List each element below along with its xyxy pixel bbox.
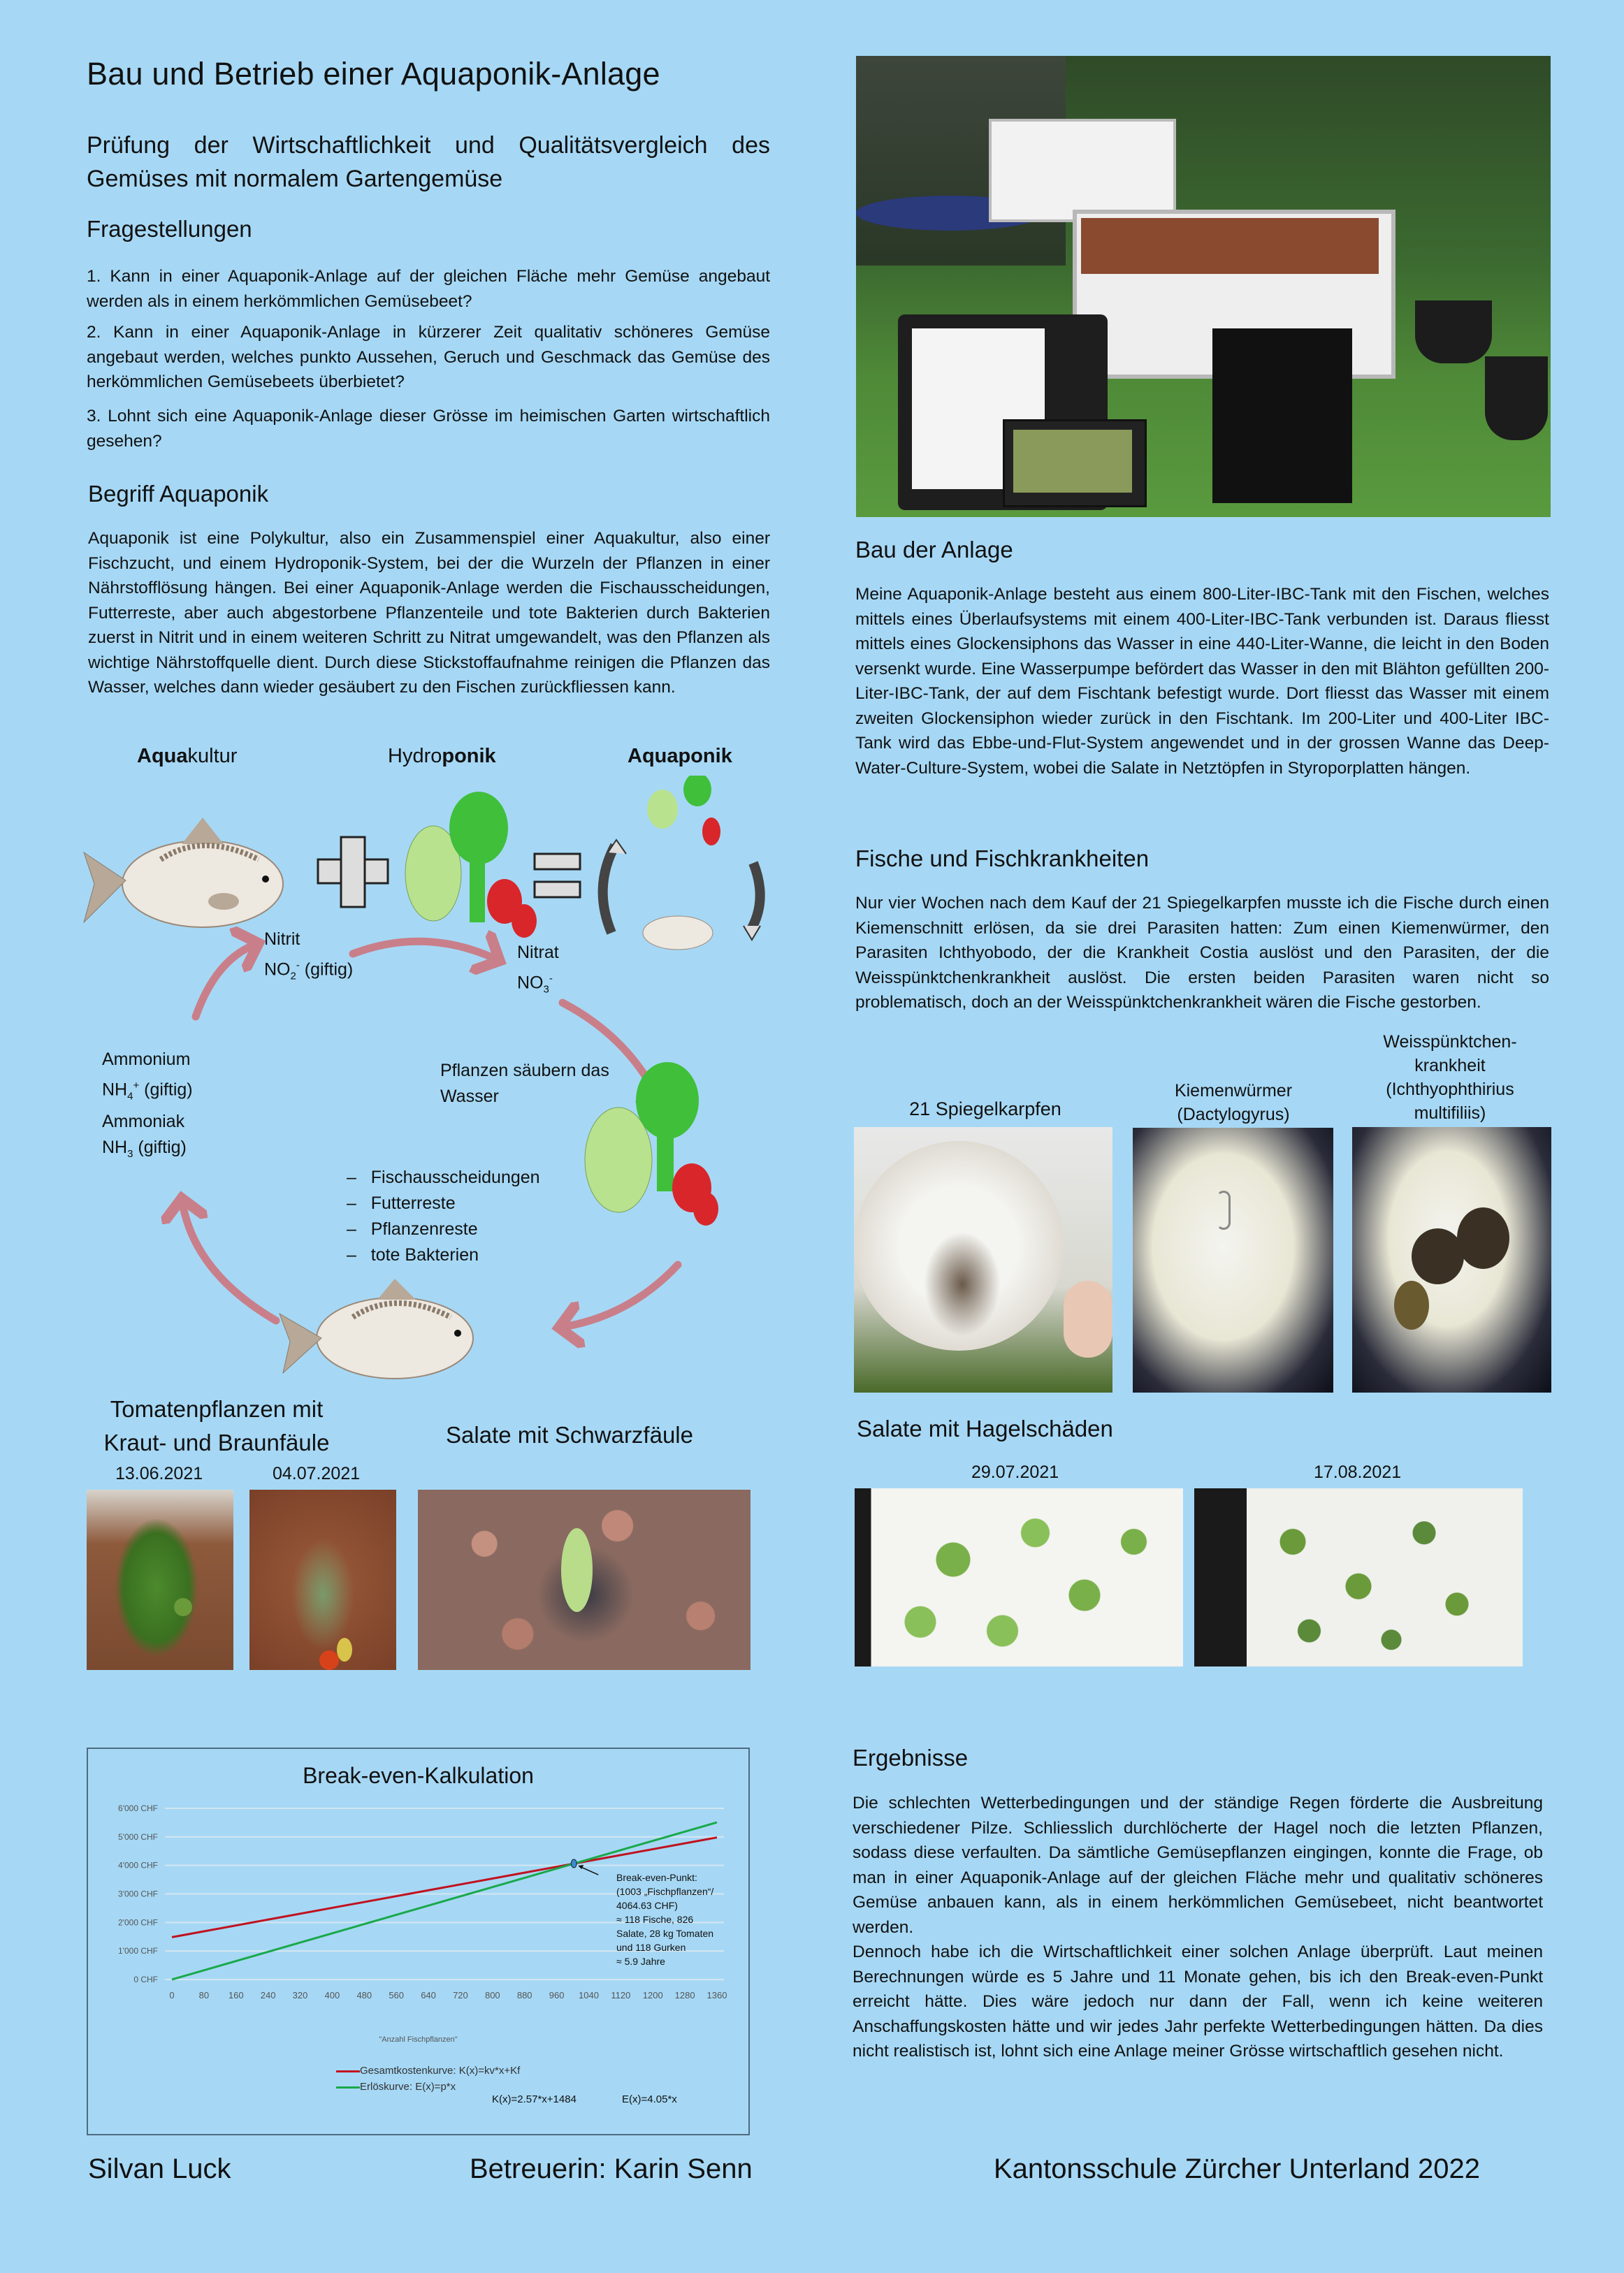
waste-item: – tote Bakterien bbox=[347, 1245, 479, 1265]
photo-salate-hagel-2 bbox=[1194, 1488, 1523, 1666]
legend-swatch-red bbox=[336, 2070, 360, 2072]
x-tick-label: 960 bbox=[549, 1990, 565, 2000]
section-heading-fische: Fische und Fischkrankheiten bbox=[855, 845, 1150, 871]
hagel-date-2: 17.08.2021 bbox=[1314, 1462, 1402, 1482]
diagram-label-aquaponik: Aquaponik bbox=[628, 745, 732, 767]
question-1: 1. Kann in einer Aquaponik-Anlage auf der gleichen Fläche mehr Gemüse angebaut werden als in einem herkömmlichen Gemüsebeet? bbox=[87, 267, 770, 311]
section-heading-begriff: Begriff Aquaponik bbox=[88, 481, 269, 507]
x-tick-label: 0 bbox=[169, 1990, 175, 2000]
x-tick-label: 400 bbox=[324, 1990, 340, 2000]
legend-item-erloes: Erlöskurve: E(x)=p*x bbox=[336, 2081, 520, 2093]
break-even-point bbox=[571, 1859, 577, 1868]
diagram-label-aquakultur: Aquakultur bbox=[137, 745, 238, 767]
diagram-label-hydroponik: Hydroponik bbox=[388, 745, 496, 767]
footer-supervisor: Betreuerin: Karin Senn bbox=[470, 2154, 753, 2184]
y-tick-label: 4'000 CHF bbox=[118, 1860, 158, 1871]
fish-illustration-bottom bbox=[280, 1279, 473, 1379]
caption-spiegelkarpfen: 21 Spiegelkarpfen bbox=[909, 1098, 1061, 1119]
bau-text: Meine Aquaponik-Anlage besteht aus einem 800-Liter-IBC-Tank mit den Fischen, welches mittels eines Überlaufsystems mit einem 400-Liter-IBC-Tank verbunden ist. Daraus fliesst mittels eines Glockensiphons das Wasser in eine 440-Liter-Wanne, die leicht in den Boden versenkt wurde. Eine Wasserpumpe befördert das Wasser in den mit Blähton gefüllten 200-Liter-IBC-Tank, der auf dem Fischtank befestigt wurde. Dort fliesst das Wasser mit einem zweiten Glockensiphon wieder zurück in den Fischtank. Im 200-Liter und 400-Liter IBC-Tank wird das Ebbe-und-Flut-System angewendet und in der grossen Wanne das Deep-Water-Culture-System, wobei die Salate in Netztöpfen in Styroporplatten hängen. bbox=[855, 585, 1549, 778]
x-tick-label: 320 bbox=[292, 1990, 308, 2000]
label-ammonium-ammoniak: Ammonium $NH_4^+$ (giftig) Ammoniak $NH_3$ (giftig) bbox=[102, 1050, 193, 1161]
chart-xlabel: "Anzahl Fischpflanzen" bbox=[379, 2035, 458, 2044]
chart-formula-e: E(x)=4.05*x bbox=[622, 2093, 677, 2105]
x-tick-label: 1200 bbox=[642, 1990, 663, 2000]
x-tick-label: 240 bbox=[260, 1990, 276, 2000]
label-nitrat: Nitrat $NO_3^-$ bbox=[517, 943, 559, 996]
waste-item: – Fischausscheidungen bbox=[347, 1168, 540, 1187]
subtitle: Prüfung der Wirtschaftlichkeit und Qualitätsvergleich des Gemüses mit normalem Gartengemüse bbox=[87, 132, 770, 192]
ergebnisse-text-1: Die schlechten Wetterbedingungen und der ständige Regen förderte die Ausbreitung verschiedener Pilze. Schliesslich durchlöcherte der Hagel noch die letzten Pflanzen, sodass diese verfaulten. Da sämtliche Gemüsepflanzen eingingen, konnte die Frage, ob man in einer Aquaponik-Anlage auf der gleichen Fläche mehr und qualitativ schöneres Gemüse anbauen kann, als in einem herkömmlichen Gemüsebeet, nicht beantwortet werden. bbox=[853, 1794, 1543, 1937]
begriff-text: Aquaponik ist eine Polykultur, also ein Zusammenspiel einer Aquakultur, also einer Fischzucht, und einem Hydroponik-System, bei der die Wurzeln der Pflanzen in einer Nährstofflösung hängen. Bei einer Aquaponik-Anlage werden die Fischausscheidungen, Futterreste, aber auch abgestorbene Pflanzenteile und tote Bakterien durch Bakterien zuerst in Nitrit und in einem weiteren Schritt zu Nitrat umgewandelt, was den Pflanzen als wichtige Nährstoffquelle dient. Durch diese Stickstoffaufnahme reinigen die Pflanzen das Wasser, welches dann wieder gesäubert zu den Fischen zurückfliessen kann. bbox=[88, 529, 770, 697]
chart-legend bbox=[336, 2065, 520, 2093]
y-tick-label: 5'000 CHF bbox=[118, 1831, 158, 1842]
tomaten-heading: Tomatenpflanzen mit Kraut- und Braunfäule bbox=[103, 1396, 330, 1455]
legend-item-kosten: Gesamtkostenkurve: K(x)=kv*x+Kf bbox=[336, 2065, 520, 2077]
x-tick-label: 880 bbox=[516, 1990, 532, 2000]
plus-icon bbox=[318, 837, 388, 907]
chart-formula-k: K(x)=2.57*x+1484 bbox=[492, 2093, 577, 2105]
y-tick-label: 1'000 CHF bbox=[118, 1946, 158, 1956]
footer-author: Silvan Luck bbox=[88, 2154, 231, 2184]
label-nitrit: Nitrit $NO_2^-$ (giftig) bbox=[264, 929, 354, 982]
tomaten-date-1: 13.06.2021 bbox=[115, 1464, 203, 1483]
break-even-chart bbox=[87, 1748, 750, 2135]
tomaten-date-2: 04.07.2021 bbox=[273, 1464, 361, 1483]
x-tick-label: 1360 bbox=[706, 1990, 727, 2000]
section-heading-ergebnisse: Ergebnisse bbox=[853, 1745, 969, 1771]
caption-kiemenwuermer: Kiemenwürmer (Dactylogyrus) bbox=[1174, 1081, 1293, 1124]
waste-item: – Futterreste bbox=[347, 1193, 456, 1213]
x-tick-label: 480 bbox=[356, 1990, 372, 2000]
caption-weisspuenktchen: Weisspünktchen- krankheit (Ichthyophthirius multifiliis) bbox=[1383, 1032, 1517, 1123]
photo-tomato-diseased bbox=[249, 1490, 396, 1670]
cycle-icon bbox=[603, 776, 760, 950]
schwarzfaeule-heading: Salate mit Schwarzfäule bbox=[446, 1422, 693, 1448]
break-even-arrowhead bbox=[578, 1865, 583, 1869]
photo-weisspuenktchen bbox=[1352, 1127, 1551, 1393]
photo-aquaponik-anlage bbox=[856, 56, 1551, 517]
section-heading-fragestellungen: Fragestellungen bbox=[87, 216, 252, 242]
x-tick-label: 1280 bbox=[674, 1990, 695, 2000]
label-pflanzen: Pflanzen säubern das Wasser bbox=[440, 1061, 609, 1106]
legend-swatch-green bbox=[336, 2086, 360, 2089]
equals-icon bbox=[535, 854, 580, 897]
x-tick-label: 80 bbox=[198, 1990, 210, 2000]
x-tick-label: 560 bbox=[389, 1990, 405, 2000]
question-2: 2. Kann in einer Aquaponik-Anlage in kürzerer Zeit qualitativ schöneres Gemüse angebaut werden, welches punkto Aussehen, Geruch und Geschmack das Gemüse des herkömmlichen Gemüsebeets überbietet? bbox=[87, 323, 770, 391]
break-even-annotation: Break-even-Punkt: (1003 „Fischpflanzen“/ 4064.63 CHF) ≈ 118 Fische, 826 Salate, 28 kg Tomaten und 118 Gurken ≈ 5.9 Jahre bbox=[616, 1872, 714, 1967]
hagel-heading: Salate mit Hagelschäden bbox=[857, 1416, 1113, 1441]
x-tick-label: 720 bbox=[453, 1990, 468, 2000]
y-tick-label: 3'000 CHF bbox=[118, 1889, 158, 1899]
ergebnisse-text-2: Dennoch habe ich die Wirtschaftlichkeit einer solchen Anlage überprüft. Laut meinen Berechnungen würde es 5 Jahre und 11 Monate gehen, bis ich den Break-even-Punkt erreicht hätte. Dies wäre jedoch nur dann der Fall, wenn ich keine weiteren Anschaffungskosten hätte und wir jedes Jahr perfekte Wetterbedingungen hätten. Da dies nicht realistisch ist, lohnt sich eine Anlage meiner Grösse wirtschaftlich gesehen nicht. bbox=[853, 1942, 1543, 2061]
y-tick-label: 0 CHF bbox=[133, 1975, 158, 1984]
photo-salate-hagel-1 bbox=[855, 1488, 1183, 1666]
waste-item: – Pflanzenreste bbox=[347, 1219, 478, 1239]
photo-tomato-healthy bbox=[87, 1490, 233, 1670]
x-tick-label: 160 bbox=[228, 1990, 244, 2000]
footer-school: Kantonsschule Zürcher Unterland 2022 bbox=[994, 2154, 1480, 2184]
x-tick-label: 1120 bbox=[611, 1990, 631, 2000]
fische-text: Nur vier Wochen nach dem Kauf der 21 Spiegelkarpfen musste ich die Fische durch einen Kiemenschnitt erlösen, da sie drei Parasiten hatten: Zum einen Kiemenwürmer, den Parasiten Ichthyobodo, der die Krankheit Costia auslöst und den Parasiten, der die Weisspünktchenkrankheit auslöst. Die ersten beiden Parasiten waren nicht so problematisch, doch an der Weisspünktchenkrankheit wären die Fische gestorben. bbox=[855, 894, 1549, 1012]
section-heading-bau: Bau der Anlage bbox=[855, 537, 1013, 562]
photo-salat-schwarzfaeule bbox=[418, 1490, 751, 1670]
x-tick-label: 800 bbox=[484, 1990, 500, 2000]
waste-list bbox=[347, 1165, 540, 1268]
question-3: 3. Lohnt sich eine Aquaponik-Anlage dieser Grösse im heimischen Garten wirtschaftlich gesehen? bbox=[87, 407, 770, 451]
chart-title: Break-even-Kalkulation bbox=[303, 1763, 534, 1788]
fish-illustration bbox=[84, 818, 283, 927]
x-tick-label: 1040 bbox=[579, 1990, 599, 2000]
vegetables-illustration bbox=[405, 792, 537, 938]
photo-kiemenwuermer bbox=[1133, 1128, 1333, 1393]
hagel-date-1: 29.07.2021 bbox=[971, 1462, 1059, 1482]
page-title: Bau und Betrieb einer Aquaponik-Anlage bbox=[87, 56, 660, 92]
y-tick-label: 6'000 CHF bbox=[118, 1803, 158, 1813]
x-tick-label: 640 bbox=[421, 1990, 436, 2000]
photo-spiegelkarpfen bbox=[854, 1127, 1112, 1393]
y-tick-label: 2'000 CHF bbox=[118, 1917, 158, 1928]
